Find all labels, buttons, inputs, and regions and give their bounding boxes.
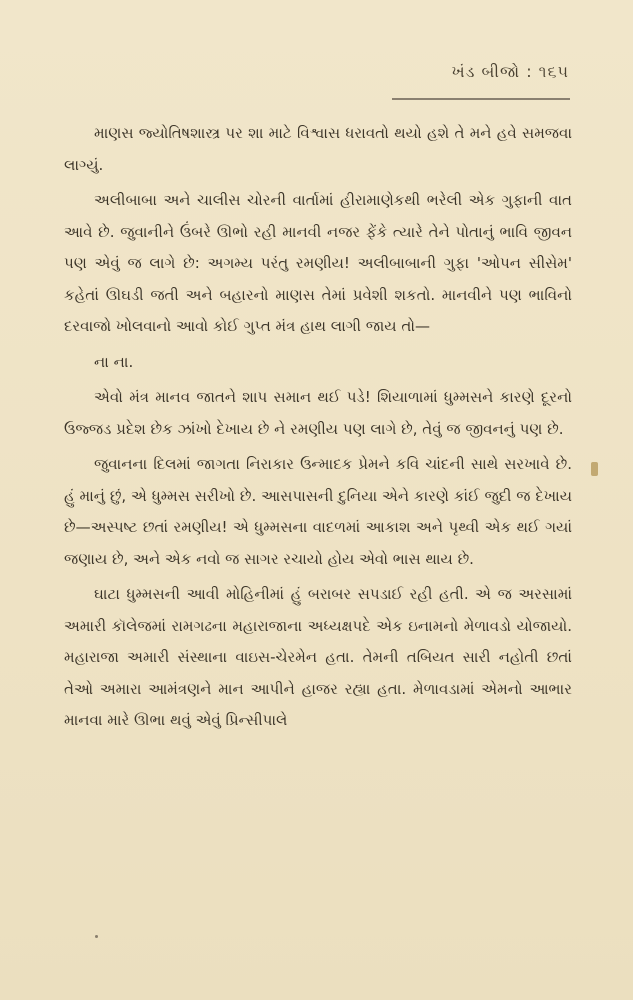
running-head: ખંડ બીજો : ૧૬૫ xyxy=(451,62,569,81)
margin-mark xyxy=(591,462,598,476)
paragraph-3: ના ના. xyxy=(94,352,134,371)
header-rule xyxy=(392,98,570,100)
paragraph-5: જુવાનના દિલમાં જાગતા નિરાકાર ઉન્માદક પ્રેમને કવિ ચાંદની સાથે સરખાવે છે. હું માનું છું, એ ધુમ્મસ સરીખો છે. આસપાસની દુનિયા એને કારણે કાંઈ જુદી જ દેખાય છે—અસ્પષ્ટ છતાં રમણીય! એ ધુમ્મસના વાદળમાં આકાશ અને પૃથ્વી એક થઈ ગયાં જણાય છે, અને એક નવો જ સાગર રચાયો હોય એવો ભાસ થાય છે. xyxy=(64,455,572,568)
paragraph-1: માણસ જ્યોતિષશાસ્ત્ર પર શા માટે વિશ્વાસ ધરાવતો થયો હશે તે મને હવે સમજવા લાગ્યું. xyxy=(64,124,572,174)
paragraph-6: ઘાટા ધુમ્મસની આવી મોહિનીમાં હું બરાબર સપડાઈ રહી હતી. એ જ અરસામાં અમારી કૉલેજમાં રામગઢના મહારાજાના અધ્યક્ષપદે એક ઇનામનો મેળાવડો યોજાયો. મહારાજા અમારી સંસ્થાના વાઇસ-ચેરમેન હતા. તેમની તબિયત સારી નહોતી છતાં તેઓ અમારા આમંત્રણને માન આપીને હાજર રહ્યા હતા. મેળાવડામાં એમનો આભાર માનવા મારે ઊભા થવું એવું પ્રિન્સીપાલે xyxy=(64,585,572,729)
body-text xyxy=(64,118,572,741)
paragraph-2: અલીબાબા અને ચાલીસ ચોરની વાર્તામાં હીરામાણેકથી ભરેલી એક ગુફાની વાત આવે છે. જુવાનીને ઉંબરે ઊભો રહી માનવી નજર ફેંકે ત્યારે તેને પોતાનું ભાવિ જીવન પણ એવું જ લાગે છે: અગમ્ય પરંતુ રમણીય! અલીબાબાની ગુફા 'ઓપન સીસેમ' કહેતાં ઊઘડી જતી અને બહારનો માણસ તેમાં પ્રવેશી શકતો. માનવીને પણ ભાવિનો દરવાજો ખોલવાનો આવો કોઈ ગુપ્ત મંત્ર હાથ લાગી જાય તો— xyxy=(64,191,572,335)
speck-dot xyxy=(95,935,98,938)
paragraph-4: એવો મંત્ર માનવ જાતને શાપ સમાન થઈ પડે! શિયાળામાં ધુમ્મસને કારણે દૂરનો ઉજ્જડ પ્રદેશ છેક ઝાંખો દેખાય છે ને રમણીય પણ લાગે છે, તેવું જ જીવનનું પણ છે. xyxy=(64,388,572,438)
